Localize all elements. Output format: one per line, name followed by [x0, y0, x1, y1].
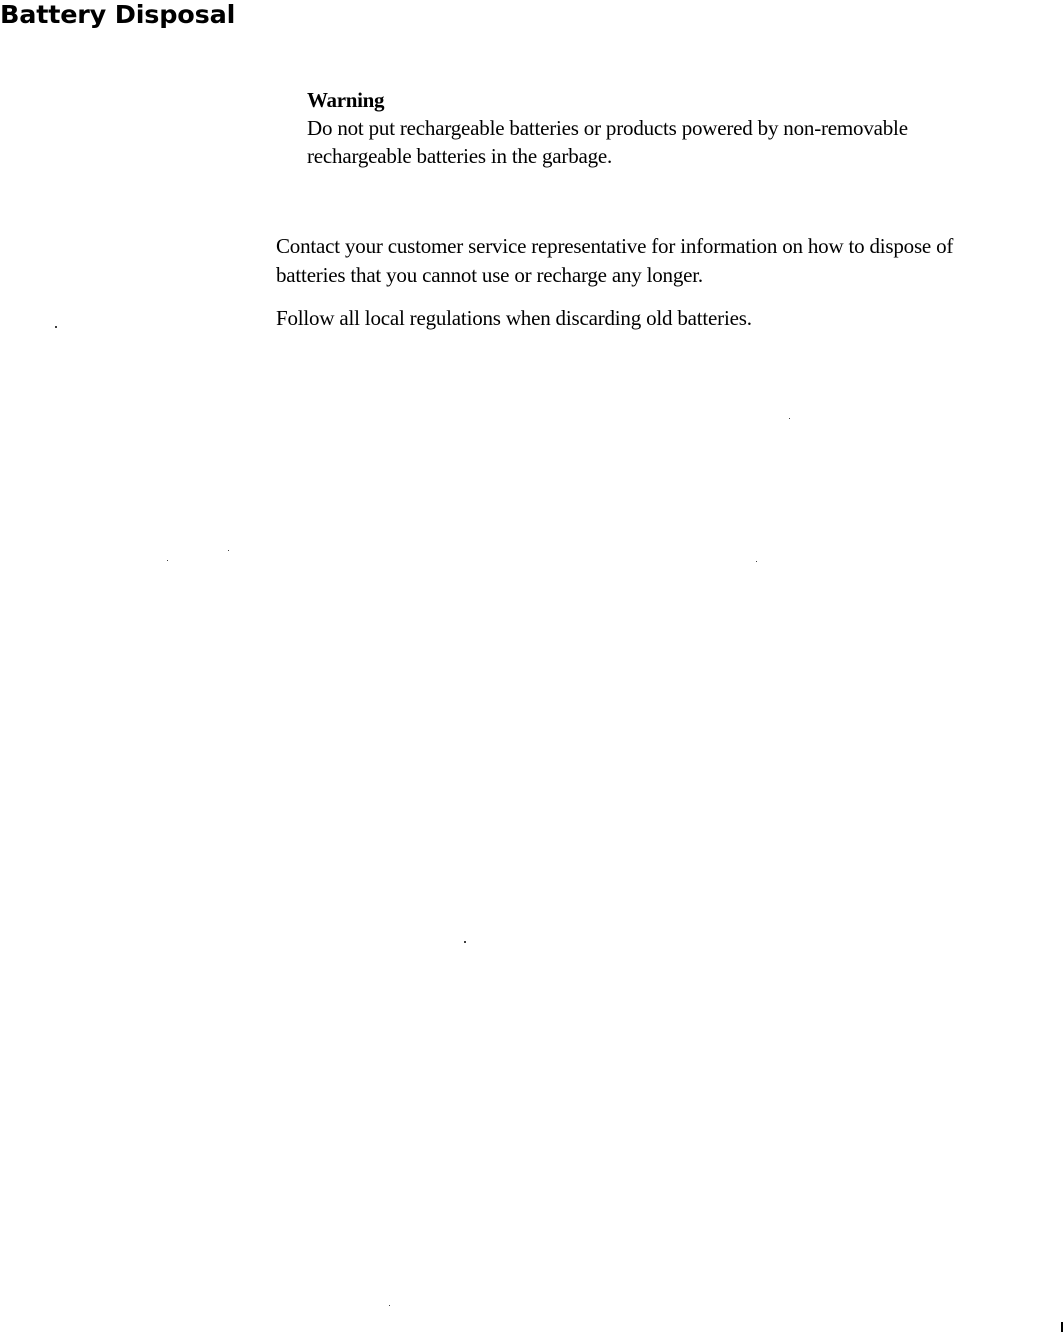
scan-speck — [55, 326, 57, 328]
scan-speck — [389, 1305, 390, 1306]
disposal-contact-paragraph: Contact your customer service representative for information on how to dispose of batteries that you cannot use or recharge any longer. — [276, 234, 954, 287]
scan-speck — [756, 561, 757, 562]
scan-speck — [1061, 1322, 1063, 1332]
local-regulations-paragraph: Follow all local regulations when discarding old batteries. — [276, 306, 752, 330]
warning-heading: Warning — [307, 88, 385, 112]
warning-callout — [307, 86, 947, 170]
warning-text: Do not put rechargeable batteries or products powered by non-removable rechargeable batteries in the garbage. — [307, 116, 908, 168]
scan-speck — [464, 941, 466, 943]
scan-speck — [789, 418, 790, 419]
scan-speck — [167, 560, 168, 561]
scan-speck — [228, 550, 229, 551]
page-title: Battery Disposal — [0, 0, 236, 29]
